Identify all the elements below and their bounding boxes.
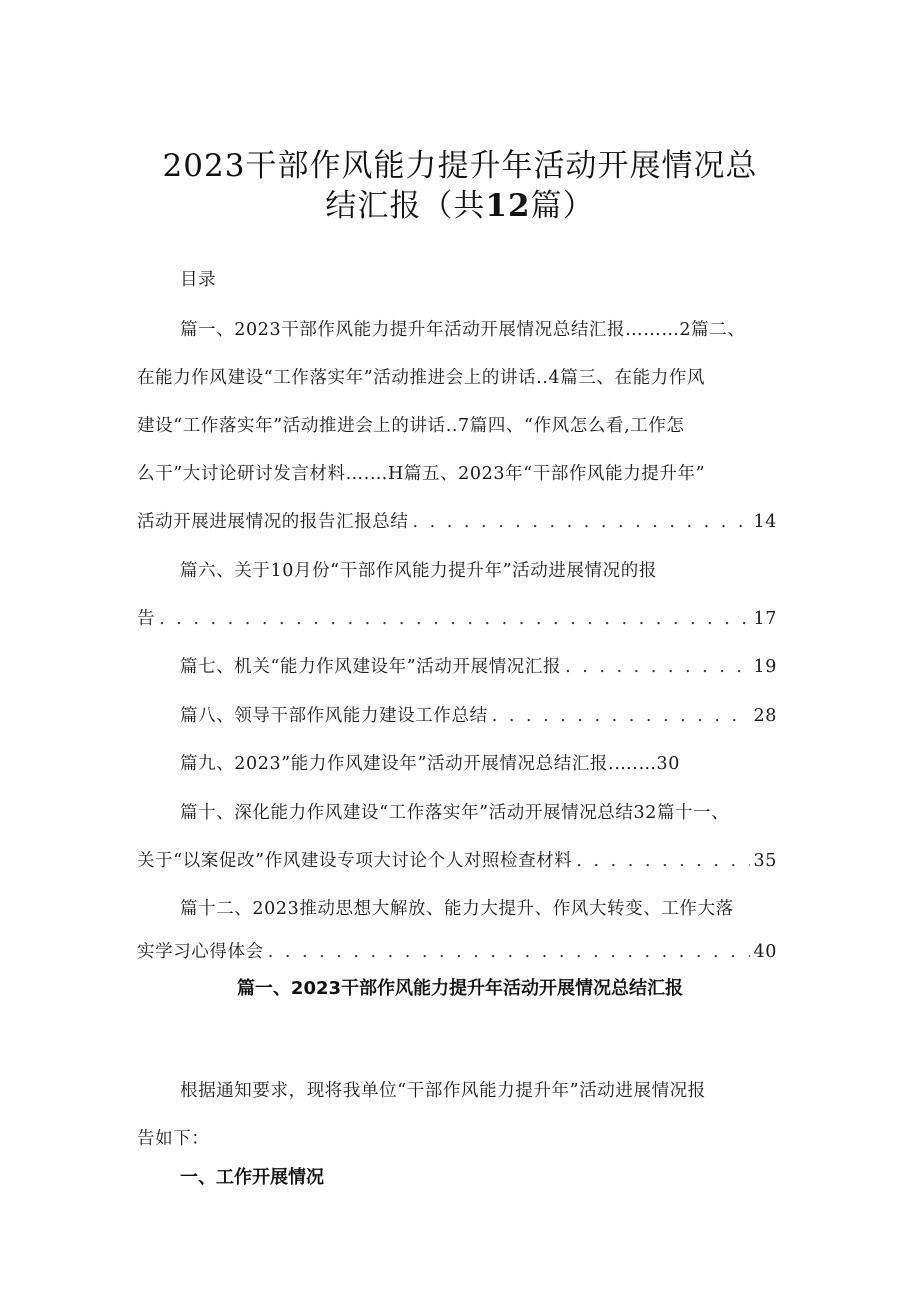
toc-entry-line: 篇十、深化能力作风建设“工作落实年”活动开展情况总结32篇十一、 [180, 803, 730, 823]
title-line-2-count: 12 [485, 188, 531, 224]
document-title [0, 140, 920, 185]
toc-page-number: 14 [753, 512, 777, 532]
toc-entry [180, 653, 777, 678]
toc-entry-text: 关于“以案促改”作风建设专项大讨论个人对照检查材料 [137, 851, 573, 871]
title-line-2-part-a: 结汇报（共 [325, 188, 486, 224]
toc-entry [137, 508, 777, 533]
toc-entry [137, 938, 777, 963]
toc-entry-line: 篇九、2023”能力作风建设年”活动开展情况总结汇报.….…30 [180, 754, 681, 774]
toc-leader-dots [576, 851, 749, 871]
toc-leader-dots [565, 657, 749, 677]
toc-leader-dots [413, 512, 750, 532]
subheading: 一、工作开展情况 [180, 1167, 324, 1188]
toc-entry-line: 篇十二、2023推动思想大解放、能力大提升、作风大转变、工作大落 [180, 899, 734, 919]
section-heading: 篇一、2023干部作风能力提升年活动开展情况总结汇报 [236, 978, 684, 999]
document-title-line-2 [0, 180, 920, 225]
title-line-2-part-c: 篇） [530, 188, 595, 224]
toc-entry [137, 605, 777, 630]
toc-entry [137, 847, 777, 872]
toc-page-number: 28 [753, 706, 777, 726]
toc-entry-text: 篇七、机关“能力作风建设年”活动开展情况汇报 [180, 657, 562, 677]
toc-entry-line: 在能力作风建设“工作落实年”活动推进会上的讲话..4篇三、在能力作风 [137, 368, 706, 388]
toc-label: 目录 [180, 270, 217, 290]
toc-leader-dots [492, 706, 750, 726]
toc-page-number: 17 [753, 609, 777, 629]
toc-leader-dots [159, 609, 749, 629]
toc-entry-text: 活动开展进展情况的报告汇报总结 [137, 512, 409, 532]
title-line-1: 2023干部作风能力提升年活动开展情况总 [162, 148, 758, 184]
toc-entry-text: 告 [137, 609, 156, 629]
toc-entry-line: 么干”大讨论研讨发言材料….…H篇五、2023年“干部作风能力提升年” [137, 464, 706, 484]
toc-page-number: 35 [753, 851, 777, 871]
body-paragraph-line: 告如下： [137, 1129, 210, 1149]
toc-entry-line: 建设“工作落实年”活动推进会上的讲话..7篇四、“作风怎么看,工作怎 [137, 416, 685, 436]
toc-entry-text: 实学习心得体会 [137, 942, 264, 962]
toc-entry-line: 篇一、2023干部作风能力提升年活动开展情况总结汇报………2篇二、 [180, 320, 746, 340]
toc-entry [180, 702, 777, 727]
toc-entry-text: 篇八、领导干部作风能力建设工作总结 [180, 706, 488, 726]
toc-entry-line: 篇六、关于10月份“干部作风能力提升年”活动进展情况的报 [180, 561, 657, 581]
body-paragraph-line: 根据通知要求，现将我单位“干部作风能力提升年”活动进展情况报 [180, 1081, 706, 1101]
toc-page-number: 19 [753, 657, 777, 677]
toc-page-number: 40 [753, 942, 777, 962]
toc-leader-dots [268, 942, 750, 962]
